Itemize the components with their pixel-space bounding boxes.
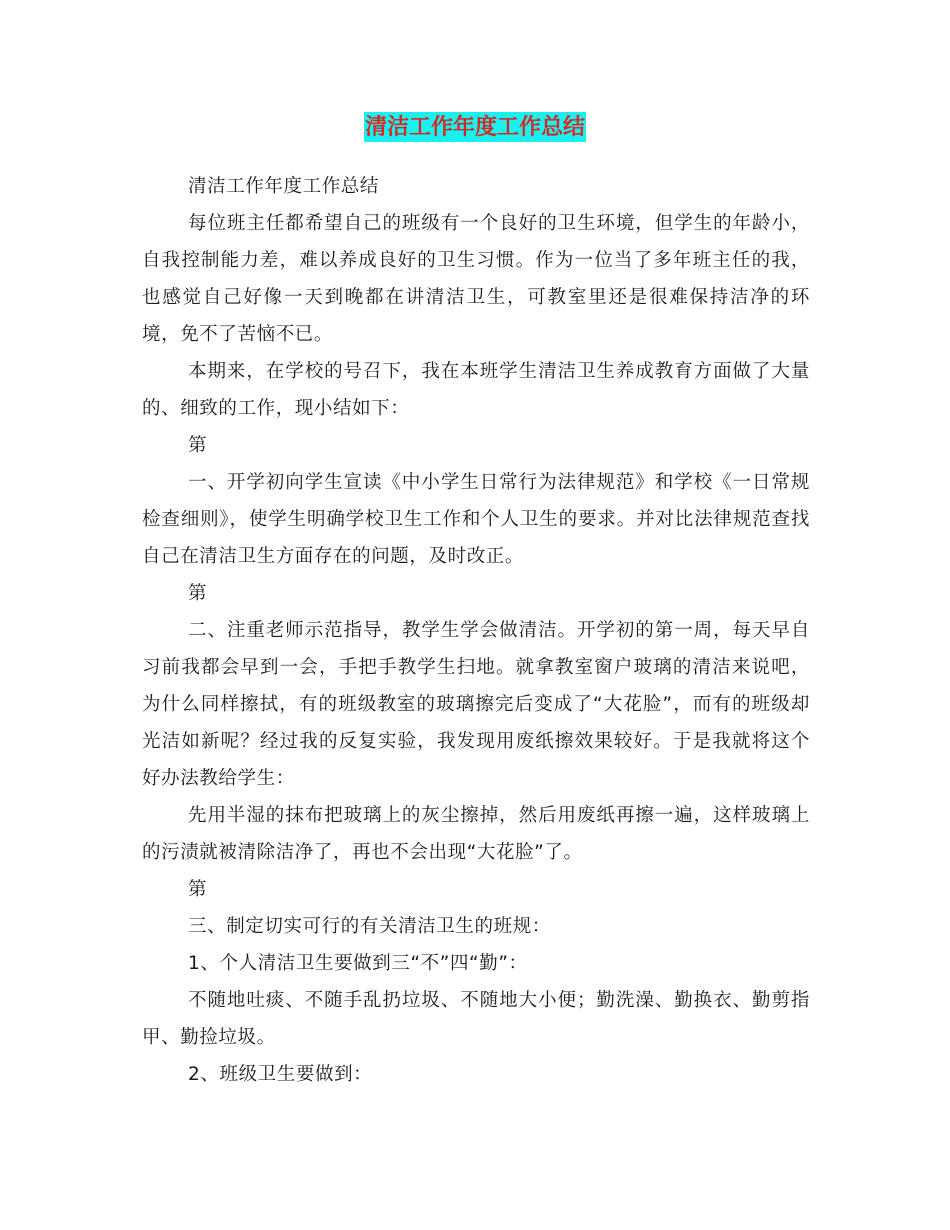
paragraph-section-3: 三、制定切实可行的有关清洁卫生的班规： [188,916,551,937]
paragraph-section-1: 一、开学初向学生宣读《中小学生日常行为法律规范》和学校《一日常规检查细则》，使学生明确学校卫生工作和个人卫生的要求。并对比法律规范查找自己在清洁卫生方面存在的问题，及时改正。 [142,472,810,567]
paragraph-rule-1: 1、个人清洁卫生要做到三“不”四“勤”： [188,953,528,974]
paragraph-summary-lead: 本期来，在学校的号召下，我在本班学生清洁卫生养成教育方面做了大量的、细致的工作，现小结如下： [142,361,810,419]
paragraph-section-marker-1: 第 [188,435,208,456]
title-container [0,112,950,142]
paragraph-rule-2: 2、班级卫生要做到： [188,1064,373,1085]
paragraph-intro: 每位班主任都希望自己的班级有一个良好的卫生环境，但学生的年龄小，自我控制能力差，难以养成良好的卫生习惯。作为一位当了多年班主任的我，也感觉自己好像一天到晚都在讲清洁卫生，可教室里还是很难保持洁净的环境，免不了苦恼不已。 [142,213,810,345]
document-title: 清洁工作年度工作总结 [364,114,585,140]
paragraph-rule-1-detail: 不随地吐痰、不随手乱扔垃圾、不随地大小便；勤洗澡、勤换衣、勤剪指甲、勤捡垃圾。 [142,990,810,1048]
document-body [142,168,810,1093]
paragraph-section-2: 二、注重老师示范指导，教学生学会做清洁。开学初的第一周，每天早自习前我都会早到一会，手把手教学生扫地。就拿教室窗户玻璃的清洁来说吧，为什么同样擦拭，有的班级教室的玻璃擦完后变成了“大花脸”，而有的班级却光洁如新呢？经过我的反复实验，我发现用废纸擦效果较好。于是我就将这个好办法教给学生： [142,620,810,789]
paragraph-section-marker-2: 第 [188,583,208,604]
paragraph-section-marker-3: 第 [188,879,208,900]
paragraph-method: 先用半湿的抹布把玻璃上的灰尘擦掉，然后用废纸再擦一遍，这样玻璃上的污渍就被清除洁净了，再也不会出现“大花脸”了。 [142,805,810,863]
paragraph-subtitle: 清洁工作年度工作总结 [188,176,380,197]
